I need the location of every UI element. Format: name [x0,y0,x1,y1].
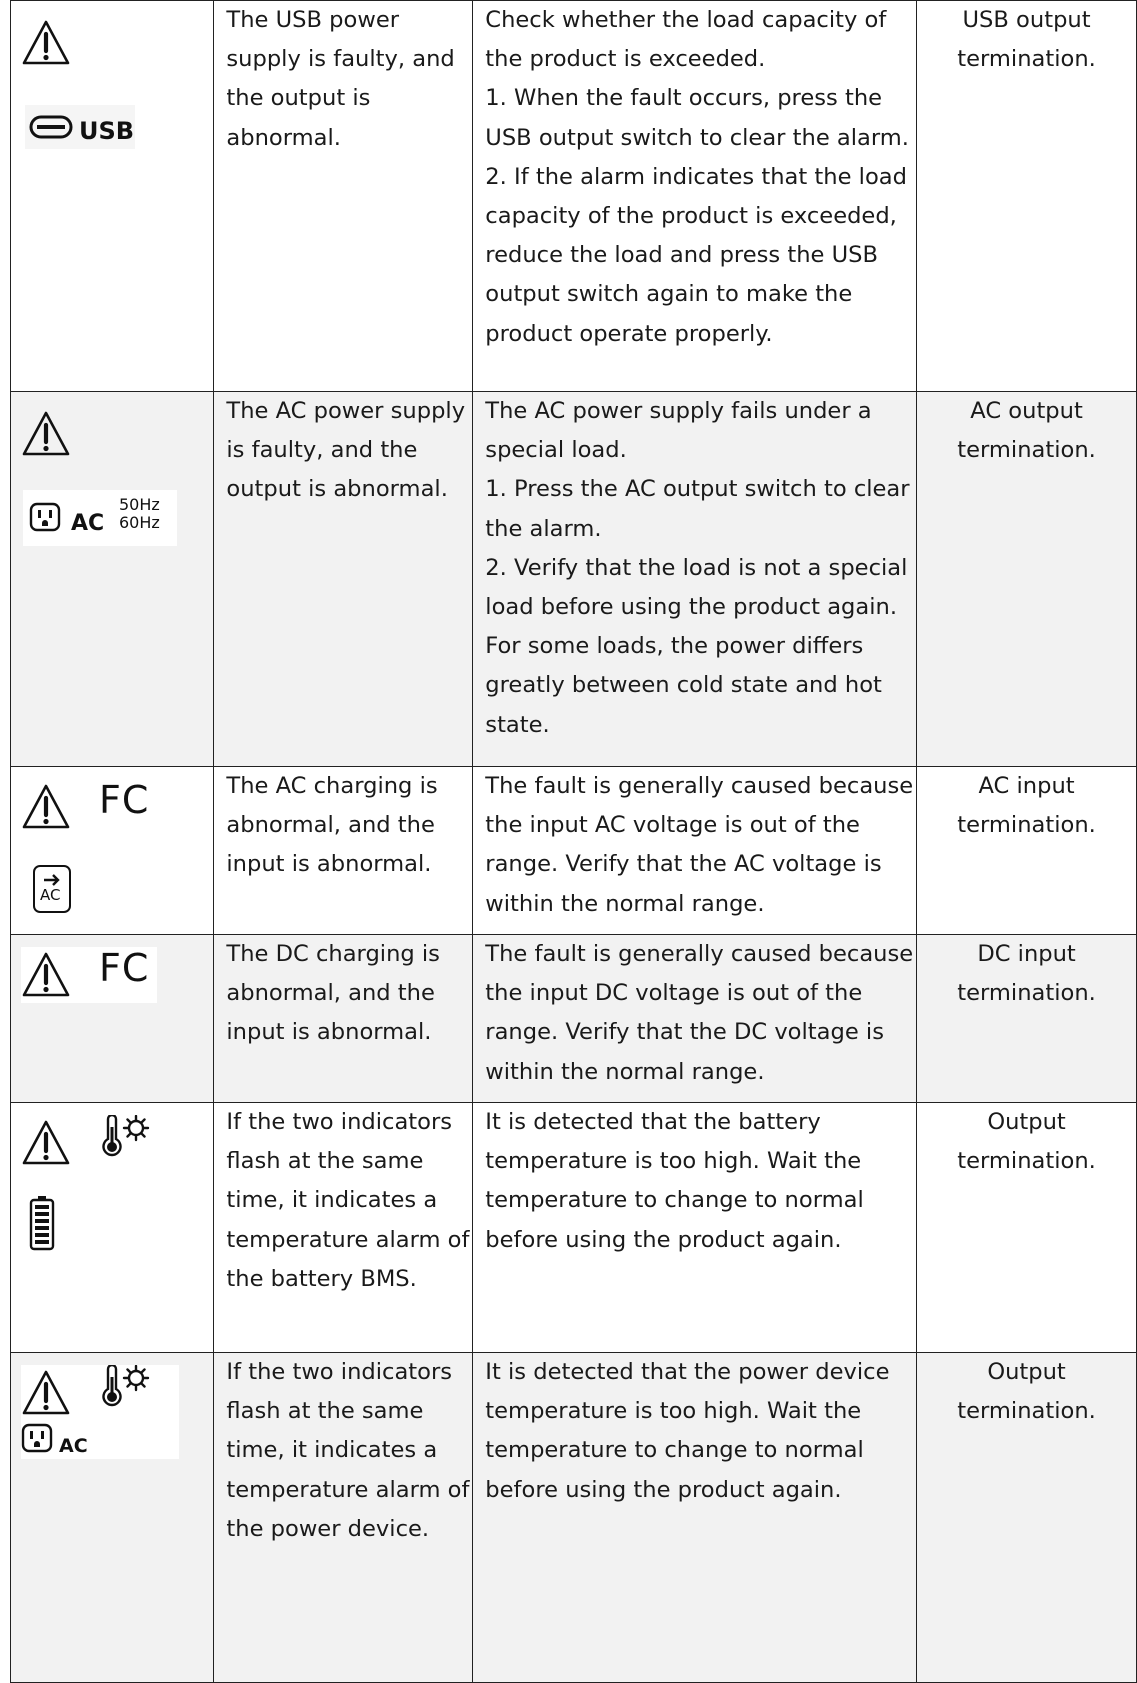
usb-label: USB [79,117,135,145]
table-row [11,767,1137,935]
solution-cell [473,935,917,1103]
warning-fc-icon-group [21,947,157,1003]
frequency-label-50: 50Hz [119,495,160,514]
icon-cell [11,1103,214,1353]
table-row [11,1,1137,392]
battery-icon [29,1195,55,1251]
result-text: Output termination. [957,1109,1096,1175]
condition-cell [214,935,473,1103]
icon-cell [11,1,214,392]
usb-port-icon [25,105,135,149]
solution-cell [473,1103,917,1353]
solution-text: The fault is generally caused because the input DC voltage is out of the range. Verify that the DC voltage is within the normal range. [485,941,914,1085]
table-row [11,1103,1137,1353]
condition-cell [214,1103,473,1353]
condition-text: If the two indicators flash at the same time, it indicates a temperature alarm of the battery BMS. [226,1109,470,1292]
ac-outlet-icon [23,490,177,546]
solution-cell [473,767,917,935]
result-text: Output termination. [957,1359,1096,1425]
ac-input-icon [33,865,71,913]
condition-text: If the two indicators flash at the same time, it indicates a temperature alarm of the power device. [226,1359,470,1542]
icon-cell [11,1353,214,1683]
result-cell [917,1353,1137,1683]
warning-triangle-icon [21,1119,71,1167]
solution-text: It is detected that the battery temperature is too high. Wait the temperature to change to normal before using the product again. [485,1109,864,1253]
icon-group [21,1365,179,1459]
solution-text: Check whether the load capacity of the product is exceeded. 1. When the fault occurs, press the USB output switch to clear the alarm. 2. If the alarm indicates that the load capacity of the product is exceeded, reduce the load and press the USB output switch again to make the product operate properly. [485,7,909,347]
frequency-label-60: 60Hz [119,513,160,532]
ac-outlet-icon [21,1423,53,1453]
fc-label: FC [99,946,150,990]
ac-input-label: AC [40,886,61,904]
solution-cell [473,1,917,392]
condition-cell [214,767,473,935]
result-text: AC output termination. [957,398,1096,464]
ac-label: AC [71,511,105,536]
warning-triangle-icon [21,783,71,831]
fault-table [10,0,1137,1683]
result-cell [917,767,1137,935]
icon-cell [11,935,214,1103]
solution-text: The fault is generally caused because the input AC voltage is out of the range. Verify that the AC voltage is within the normal range. [485,773,914,917]
table-row [11,1353,1137,1683]
result-cell [917,935,1137,1103]
condition-cell [214,1,473,392]
result-cell [917,392,1137,767]
solution-text: It is detected that the power device temperature is too high. Wait the temperature to change to normal before using the product again. [485,1359,890,1503]
icon-cell [11,767,214,935]
warning-triangle-icon [21,410,71,458]
condition-text: The USB power supply is faulty, and the output is abnormal. [226,7,455,151]
condition-text: The AC power supply is faulty, and the output is abnormal. [226,398,466,503]
condition-cell [214,1353,473,1683]
result-cell [917,1103,1137,1353]
ac-label: AC [59,1435,88,1457]
solution-text: The AC power supply fails under a special load. 1. Press the AC output switch to clear the alarm. 2. Verify that the load is not a special load before using the product again. For some loads, the power differs greatly between cold state and hot state. [485,398,910,738]
result-text: DC input termination. [957,941,1096,1007]
warning-triangle-icon [21,951,71,999]
result-cell [917,1,1137,392]
warning-triangle-icon [21,19,71,67]
result-text: AC input termination. [957,773,1096,839]
condition-cell [214,392,473,767]
solution-cell [473,1353,917,1683]
icon-cell [11,392,214,767]
table-row [11,935,1137,1103]
condition-text: The DC charging is abnormal, and the input is abnormal. [226,941,440,1046]
fc-label: FC [99,778,150,822]
warning-triangle-icon [21,1369,71,1417]
temperature-icon [99,1115,153,1159]
solution-cell [473,392,917,767]
condition-text: The AC charging is abnormal, and the input is abnormal. [226,773,438,878]
result-text: USB output termination. [957,7,1096,73]
table-row [11,392,1137,767]
temperature-icon [99,1365,153,1409]
